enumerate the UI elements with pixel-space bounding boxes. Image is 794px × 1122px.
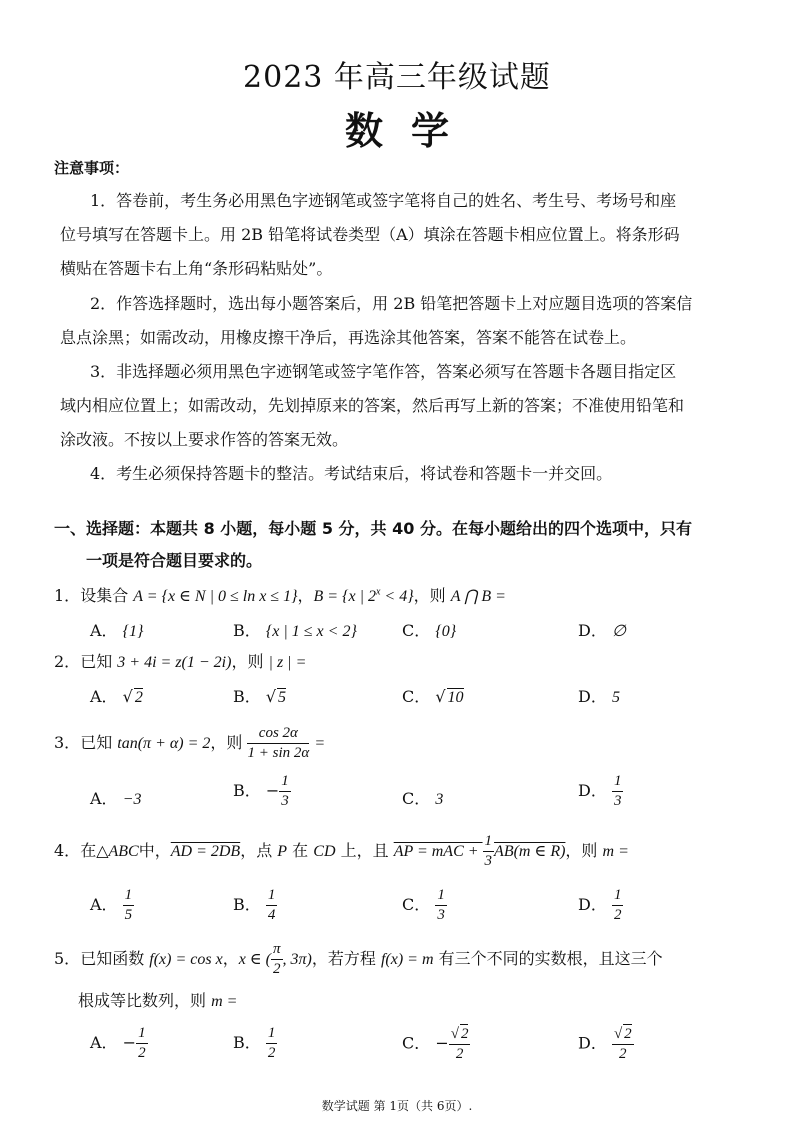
option-value: {x | 1 ≤ x < 2} — [265, 623, 357, 640]
option-label: D． — [578, 781, 607, 800]
question-text: ，则 — [231, 652, 269, 671]
q3-option-b[interactable] — [233, 772, 291, 811]
q4-option-a[interactable] — [90, 886, 134, 925]
math-expression: m = — [211, 993, 238, 1010]
question-2 — [54, 649, 306, 672]
option-label: B． — [233, 781, 261, 800]
option-value: 5 — [611, 689, 620, 706]
question-text: 已知 — [80, 733, 118, 752]
fraction: $\frac{1}{2}$ — [613, 887, 622, 923]
option-value: {0} — [435, 623, 457, 640]
fraction: $\frac{1}{2}$ — [267, 1025, 276, 1061]
option-label: D． — [578, 687, 607, 706]
math-expression: < 4} — [380, 588, 414, 605]
math-expression: f(x) = m — [380, 951, 434, 968]
q4-option-c[interactable] — [402, 886, 447, 925]
question-text: 在 — [80, 841, 97, 860]
q5-option-c[interactable] — [402, 1024, 470, 1064]
q2-option-b[interactable]: B． √ 5 — [233, 687, 287, 706]
q2-option-a[interactable]: A． √ 2 — [90, 687, 143, 706]
q2-option-c[interactable]: C． √ 10 — [402, 687, 464, 706]
option-label: D． — [578, 1033, 607, 1053]
option-value: −3 — [122, 791, 142, 808]
math-expression: 3 + 4i = z(1 − 2i) — [117, 654, 232, 671]
option-label: C． — [402, 621, 431, 640]
option-label: A． — [90, 789, 118, 808]
fraction: $\frac{\cos 2\alpha}{1 + \sin 2\alpha}$ — [247, 725, 310, 761]
q2-option-d[interactable] — [578, 684, 620, 707]
math-expression: P — [277, 843, 288, 860]
question-text: ，若方程 — [311, 949, 381, 968]
notice-4-line-1: 4．考生必须保持答题卡的整洁。考试结束后，将试卷和答题卡一并交回。 — [90, 464, 613, 483]
notice-3-line-3: 涂改液。不按以上要求作答的答案无效。 — [60, 430, 349, 449]
q4-option-b[interactable] — [233, 886, 277, 925]
question-text: ， — [222, 949, 239, 968]
question-number: 1． — [54, 586, 81, 605]
option-sign: − — [265, 781, 280, 800]
fraction: $\frac{1}{3}$ — [613, 773, 622, 809]
question-text: 上，且 — [335, 841, 394, 860]
option-label: B． — [233, 687, 261, 706]
question-text: 根成等比数列，则 — [78, 991, 212, 1010]
math-expression: , 3π) — [282, 951, 312, 968]
option-label: C． — [402, 1033, 431, 1053]
option-label: A． — [90, 621, 118, 640]
option-label: D． — [578, 895, 607, 914]
option-value: {1} — [122, 623, 144, 640]
fraction: $\frac{\pi}{2}$ — [273, 941, 281, 977]
question-number: 3． — [54, 733, 81, 752]
q1-option-b[interactable] — [233, 618, 357, 641]
question-text: ， — [297, 586, 314, 605]
notice-3-line-2: 域内相应位置上；如需改动，先划掉原来的答案，然后再写上新的答案；不准使用铅笔和 — [60, 396, 685, 415]
question-number: 2． — [54, 652, 81, 671]
option-value: 5 — [278, 689, 287, 706]
notice-2-line-2: 息点涂黑；如需改动，用橡皮擦干净后，再选涂其他答案，答案不能答在试卷上。 — [60, 328, 637, 347]
option-value: 2 — [460, 1026, 469, 1042]
fraction: $\frac{1}{3}$ — [484, 833, 493, 869]
notice-heading: 注意事项： — [54, 159, 130, 177]
option-label: A． — [90, 1033, 118, 1052]
fraction: $\frac{√ 2}{2}$ — [450, 1026, 469, 1062]
q1-option-c[interactable] — [402, 618, 456, 641]
section-heading-line-2: 一项是符合题目要求的。 — [86, 551, 263, 570]
option-label: C． — [402, 789, 431, 808]
option-label: D． — [578, 621, 607, 640]
math-expression: AD = 2DB — [170, 843, 241, 860]
notice-2-line-1: 2．作答选择题时，选出每小题答案后，用 2B 铅笔把答题卡上对应题目选项的答案信 — [90, 294, 693, 313]
notice-1-line-1: 1．答卷前，考生务必用黑色字迹钢笔或签字笔将自己的姓名、考生号、考场号和座 — [90, 191, 677, 210]
fraction: $\frac{1}{3}$ — [281, 773, 289, 809]
option-label: B． — [233, 621, 261, 640]
question-text: ，则 — [210, 733, 248, 752]
math-expression: △ABC — [96, 843, 139, 860]
notice-1-line-3: 横贴在答题卡右上角“条形码粘贴处”。 — [60, 259, 333, 278]
option-label: A． — [90, 895, 118, 914]
fraction: $\frac{1}{2}$ — [138, 1025, 146, 1061]
question-text: 有三个不同的实数根，且这三个 — [433, 949, 663, 968]
q3-option-a[interactable] — [90, 786, 141, 809]
question-5-line-2 — [78, 988, 237, 1011]
question-text: ，点 — [240, 841, 278, 860]
notice-3-line-1: 3．非选择题必须用黑色字迹钢笔或签字笔作答，答案必须写在答题卡各题目指定区 — [90, 362, 677, 381]
math-expression: AB(m ∈ R) — [494, 843, 566, 860]
option-sign: − — [435, 1033, 449, 1053]
option-value: ∅ — [611, 623, 626, 640]
math-expression: A ⋂ B = — [450, 588, 506, 605]
option-value: 2 — [624, 1026, 632, 1042]
q1-option-d[interactable] — [578, 618, 626, 641]
question-3 — [54, 724, 325, 763]
option-value: 10 — [447, 689, 464, 706]
fraction: $\frac{√ 2}{2}$ — [613, 1026, 632, 1062]
exam-title: 2023 年高三年级试题 — [243, 60, 551, 95]
math-expression: | z | = — [268, 654, 307, 671]
option-label: B． — [233, 1033, 261, 1052]
question-4 — [54, 832, 629, 871]
option-sign: − — [122, 1033, 137, 1052]
math-expression: m = — [602, 843, 629, 860]
page-footer: 数学试题 第 1页（共 6页）. — [321, 1099, 473, 1113]
math-expression: A = {x ∈ N | 0 ≤ ln x ≤ 1} — [133, 588, 298, 605]
question-text: ，则 — [565, 841, 603, 860]
q5-option-a[interactable] — [90, 1024, 148, 1063]
option-label: A． — [90, 687, 118, 706]
q1-option-a[interactable] — [90, 618, 143, 641]
question-number: 5． — [54, 949, 81, 968]
subject-title: 数学 — [344, 108, 477, 153]
math-expression: x ∈ ( — [238, 951, 272, 968]
q3-option-c[interactable] — [402, 786, 443, 809]
question-text: 设集合 — [80, 586, 134, 605]
section-heading-line-1: 一、选择题：本题共 8 小题，每小题 5 分，共 40 分。在每小题给出的四个选项中，只有 — [54, 519, 692, 538]
question-text: 在 — [287, 841, 314, 860]
q5-option-b[interactable] — [233, 1024, 277, 1063]
option-label: C． — [402, 895, 431, 914]
q5-option-d[interactable] — [578, 1024, 634, 1064]
question-number: 4． — [54, 841, 81, 860]
option-label: C． — [402, 687, 431, 706]
question-text: ，则 — [413, 586, 451, 605]
q4-option-d[interactable] — [578, 886, 623, 925]
option-label: B． — [233, 895, 261, 914]
math-exponent: x — [375, 586, 381, 598]
math-expression: AP = mAC + — [393, 843, 483, 860]
question-text: 中， — [138, 841, 171, 860]
notice-1-line-2: 位号填写在答题卡上。用 2B 铅笔将试卷类型（A）填涂在答题卡相应位置上。将条形码 — [60, 225, 680, 244]
math-expression: f(x) = cos x — [149, 951, 223, 968]
math-expression: = — [314, 735, 326, 752]
option-value: 3 — [435, 791, 444, 808]
q3-option-d[interactable] — [578, 772, 623, 811]
math-expression: B = {x | 2 — [313, 588, 376, 605]
question-text: 已知 — [80, 652, 118, 671]
question-5 — [54, 940, 663, 979]
fraction: $\frac{1}{5}$ — [124, 887, 133, 923]
fraction: $\frac{1}{4}$ — [267, 887, 276, 923]
fraction: $\frac{1}{3}$ — [437, 887, 445, 923]
question-text: 已知函数 — [80, 949, 150, 968]
math-expression: tan(π + α) = 2 — [117, 735, 211, 752]
option-value: 2 — [134, 689, 143, 706]
question-1 — [54, 583, 506, 606]
math-expression: CD — [313, 843, 336, 860]
